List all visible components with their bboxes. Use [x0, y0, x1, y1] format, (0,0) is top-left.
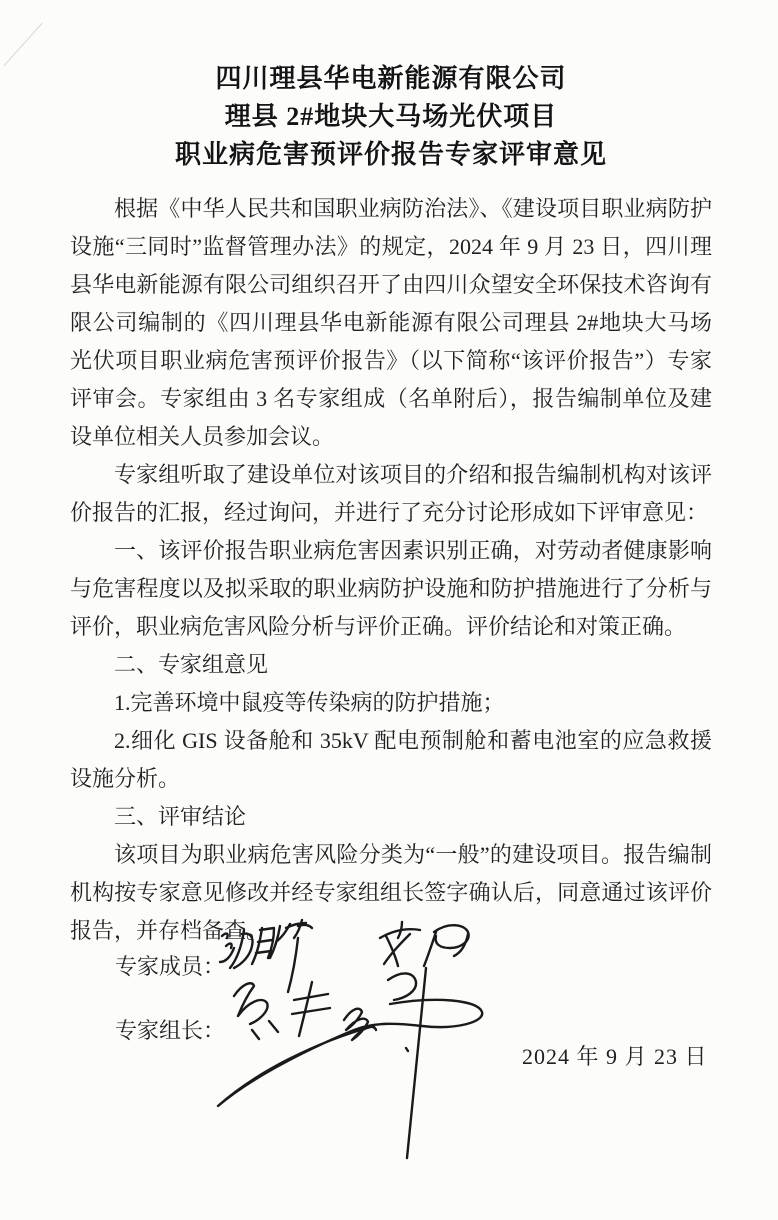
title-line-company: 四川理县华电新能源有限公司: [215, 64, 567, 93]
body-paragraph-intro: 根据《中华人民共和国职业病防治法》、《建设项目职业病防护设施“三同时”监督管理办法》的规定，2024 年 9 月 23 日，四川理县华电新能源有限公司组织召开了由四川众望安全环保技术咨询有限公司编制的《四川理县华电新能源有限公司理县 2#地块大马场光伏项目职业病危害预评价报告》（以下简称“该评价报告”）专家评审会。专家组由 3 名专家组成（名单附后），报告编制单位及建设单位相关人员参加会议。: [70, 196, 712, 449]
document-body: [70, 190, 712, 950]
title-line-project: 理县 2#地块大马场光伏项目: [224, 102, 558, 131]
body-paragraph-opinion-1: 一、该评价报告职业病危害因素识别正确，对劳动者健康影响与危害程度以及拟采取的职业病防护设施和防护措施进行了分析与评价，职业病危害风险分析与评价正确。评价结论和对策正确。: [70, 538, 712, 639]
signature-section: [70, 950, 712, 1220]
leader-signature: [106, 964, 506, 1154]
body-heading-conclusion: 三、评审结论: [114, 804, 247, 829]
body-paragraph-conclusion: 该项目为职业病危害风险分类为“一般”的建设项目。报告编制机构按专家意见修改并经专家组组长签字确认后，同意通过该评价报告，并存档备查。: [70, 842, 712, 943]
body-paragraph-suggestion-1: 1.完善环境中鼠疫等传染病的防护措施；: [114, 690, 505, 715]
title-line-report: 职业病危害预评价报告专家评审意见: [174, 140, 607, 169]
expert-leader-label: 专家组长：: [115, 1018, 226, 1043]
body-paragraph-review-process: 专家组听取了建设单位对该项目的介绍和报告编制机构对该评价报告的汇报，经过询问，并进行了充分讨论形成如下评审意见：: [70, 462, 712, 525]
body-heading-expert-opinions: 二、专家组意见: [114, 652, 269, 677]
scan-artifact: [3, 23, 43, 67]
document-title: [70, 60, 712, 174]
document-date: 2024 年 9 月 23 日: [522, 1044, 708, 1069]
expert-members-label: 专家成员：: [115, 954, 226, 979]
body-paragraph-suggestion-2: 2.细化 GIS 设备舱和 35kV 配电预制舱和蓄电池室的应急救援设施分析。: [70, 728, 712, 791]
